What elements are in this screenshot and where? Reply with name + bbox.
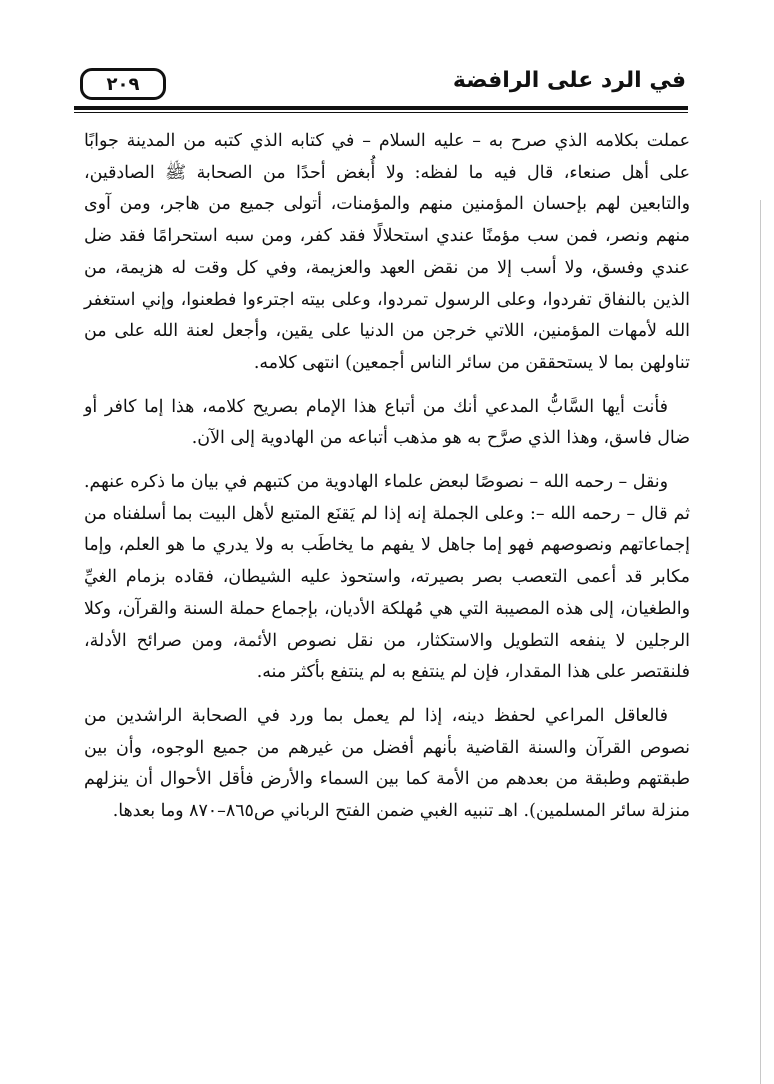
page-number: ٢٠٩ <box>106 73 140 95</box>
header-rule-thin <box>74 112 688 113</box>
paragraph: فأنت أيها السَّابُّ المدعي أنك من أتباع هذا الإمام بصريح كلامه، هذا إما كافر أو ضال فاسق، وهذا الذي صرَّح به هو مذهب أتباعه من الهادوية إلى الآن. <box>84 396 690 449</box>
page-number-frame <box>80 68 166 100</box>
paragraph: عملت بكلامه الذي صرح به – عليه السلام – في كتابه الذي كتبه من المدينة جوابًا على أهل صنعاء، قال فيه ما لفظه: ولا أُبغض أحدًا من الصحابة ﷺ الصادقين، والتابعين لهم بإحسان المؤمنين منهم والمؤمنات، أتولى جميع من هاجر، ومن آوى منهم ونصر، فمن سب مؤمنًا عندي استحلالًا فقد كفر، ومن سبه استحرامًا فقد ضل عندي وفسق، ولا أسب إلا من نقض العهد والعزيمة، وفي كل وقت له هزيمة، من الذين بالنفاق تفردوا، وعلى الرسول تمردوا، وعلى بيته اجترءوا فطعنوا، وإني استغفر الله لأمهات المؤمنين، اللاتي خرجن من الدنيا على يقين، وأجعل لعنة الله على من تناولهن بما لا يستحققن من سائر الناس أجمعين) انتهى كلامه. <box>84 131 690 373</box>
running-title: في الرد على الرافضة <box>452 68 686 93</box>
body-text <box>84 126 690 828</box>
paragraph: فالعاقل المراعي لحفظ دينه، إذا لم يعمل بما ورد في الصحابة الراشدين من نصوص القرآن والسنة القاضية بأنهم أفضل من غيرهم من جميع الوجوه، وأن بين طبقتهم وطبقة من بعدهم من الأمة كما بين السماء والأرض فأقل الأحوال أن ينزلهم منزلة سائر المسلمين). اهـ تنبيه الغبي ضمن الفتح الرباني ص٨٦٥–٨٧٠ وما بعدها. <box>84 705 690 822</box>
binding-edge-line <box>760 200 761 1084</box>
page-header <box>74 66 686 106</box>
header-rule <box>74 106 688 110</box>
paragraph: ونقل – رحمه الله – نصوصًا لبعض علماء الهادوية من كتبهم في بيان ما ذكره عنهم. ثم قال – رحمه الله –: وعلى الجملة إنه إذا لم يَقنَع المتبع لأهل البيت بما أسلفناه من إجماعاتهم ونصوصهم فهو إما جاهل لا يفهم ما يخاطَب به ولا يدري ما هو العلم، وإما مكابر قد أعمى التعصب بصر بصيرته، واستحوذ عليه الشيطان، فقاده بزمام الغيِّ والطغيان، إلى هذه المصيبة التي هي مُهلكة الأديان، بإجماع حملة السنة والقرآن، وكلا الرجلين لا ينفعه التطويل والاستكثار، من نقل نصوص الأئمة، ومن صرائح الأدلة، فلنقتصر على هذا المقدار، فإن لم ينتفع به لم ينتفع بأكثر منه. <box>84 472 690 683</box>
